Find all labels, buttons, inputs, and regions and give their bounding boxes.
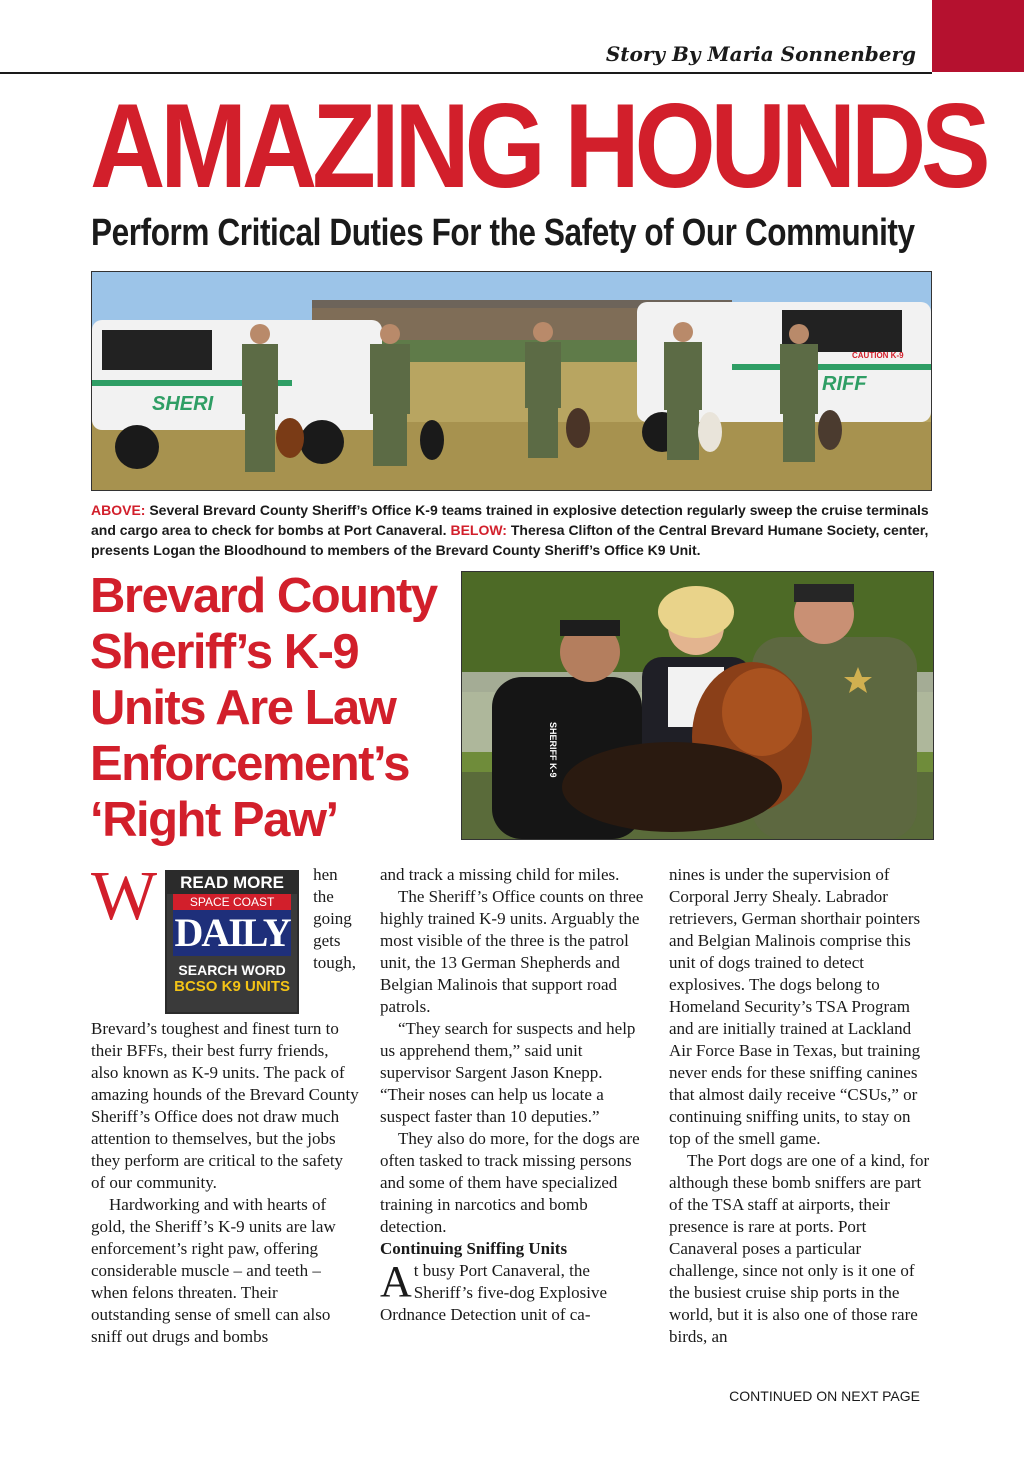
caption-above-label: ABOVE: bbox=[91, 502, 146, 518]
paragraph: “They search for suspects and help us apprehend them,” said unit supervisor Sargent Jason Knepp. “Their noses can help us locate a suspect faster than 10 deputies.” bbox=[380, 1019, 636, 1126]
paragraph bbox=[380, 1257, 644, 1326]
caption-above-text: Several Brevard County Sheriff’s Office K-9 teams trained in explosive detection regularly sweep the cruise terminals and cargo area to check for bombs at Port Canaveral. bbox=[91, 502, 929, 538]
caption-below-label: BELOW: bbox=[450, 522, 507, 538]
ad-search-term: BCSO K9 UNITS bbox=[174, 978, 290, 995]
subheadline: Perform Critical Duties For the Safety of Our Community bbox=[91, 212, 915, 254]
photo-logan-illustration bbox=[462, 572, 933, 839]
paragraph: The Port dogs are one of a kind, for although these bomb sniffers are part of the TSA staff at airports, their presence is rare at ports. Port Canaveral poses a particular challenge, since not only is it one of the busiest cruise ship ports in the world, but it is also one of those rare birds, an bbox=[669, 1151, 930, 1346]
continued-link[interactable]: CONTINUED ON NEXT PAGE bbox=[729, 1388, 920, 1404]
paragraph: nines is under the supervision of Corporal Jerry Shealy. Labrador retrievers, German shorthair pointers and Belgian Malinois comprise this unit of dogs trained to detect explosives. The dogs belong to Homeland Security’s TSA Program and are initially trained at Lackland Air Force Base in Texas, but training never ends for these sniffing canines that almost daily receive “CSUs,” or continuing sniffing units, to stay on top of the smell game. bbox=[669, 865, 921, 1148]
photo-k9-teams bbox=[91, 271, 932, 491]
paragraph: The Sheriff’s Office counts on three highly trained K-9 units. Arguably the most visible of the three is the patrol unit, the 13 German Shepherds and Belgian Malinois that support road patrols. bbox=[380, 887, 644, 1016]
truck-caution-text: CAUTION K-9 bbox=[852, 351, 904, 360]
dropcap-w: W bbox=[91, 858, 158, 935]
byline: Story By Maria Sonnenberg bbox=[605, 42, 916, 66]
ad-search-word-label: SEARCH WORD bbox=[178, 962, 286, 978]
article-column-2 bbox=[380, 864, 644, 1326]
section-subhead: Continuing Sniffing Units bbox=[380, 1239, 568, 1258]
story-title: Brevard County Sheriff’s K-9 Units Are Law Enforcement’s ‘Right Paw’ bbox=[90, 569, 437, 847]
caption-below-text: Theresa Clifton of the Central Brevard Humane Society, center, presents Logan the Bloodhound to members of the Brevard County Sheriff’s Office K9 Unit. bbox=[91, 522, 929, 558]
paragraph: Hardworking and with hearts of gold, the Sheriff’s K-9 units are law enforcement’s right paw, offering considerable muscle – and teeth – when felons threaten. Their outstanding sense of smell can also sniff out drugs and bombs bbox=[91, 1195, 336, 1346]
paragraph-text: t busy Port Canaveral, the Sheriff’s five-dog Explosive Ordnance Detection unit of ca- bbox=[380, 1261, 608, 1324]
ad-read-more-label: READ MORE bbox=[167, 872, 297, 894]
paragraph: and track a missing child for miles. bbox=[380, 865, 620, 884]
truck-right-text: RIFF bbox=[822, 373, 867, 395]
header-rule bbox=[0, 72, 932, 74]
article-column-1 bbox=[91, 858, 359, 1348]
paragraph: They also do more, for the dogs are often tasked to track missing persons and some of them have specialized training in narcotics and bomb detection. bbox=[380, 1129, 640, 1236]
paragraph: hen the going gets tough, Brevard’s toughest and finest turn to their BFFs, their best furry friends, also known as K-9 units. The pack of amazing hounds of the Brevard County Sheriff’s Office does not draw much attention to themselves, but the jobs they perform are critical to the safety of our community. bbox=[91, 865, 359, 1192]
ad-daily-logo: DAILY bbox=[174, 910, 290, 955]
headline: AMAZING HOUNDS bbox=[90, 79, 986, 213]
photo-k9-teams-illustration bbox=[92, 272, 931, 490]
article-column-3 bbox=[669, 864, 933, 1348]
dropcap-a: A bbox=[380, 1257, 412, 1306]
shirt-text: SHERIFF K-9 bbox=[548, 722, 558, 778]
corner-color-band bbox=[932, 0, 1024, 72]
ad-space-coast-label: SPACE COAST bbox=[173, 894, 291, 910]
truck-left-text: SHERI bbox=[152, 393, 214, 415]
photo-caption bbox=[91, 500, 931, 560]
photo-logan-bloodhound bbox=[461, 571, 934, 840]
read-more-ad[interactable] bbox=[165, 870, 299, 1014]
